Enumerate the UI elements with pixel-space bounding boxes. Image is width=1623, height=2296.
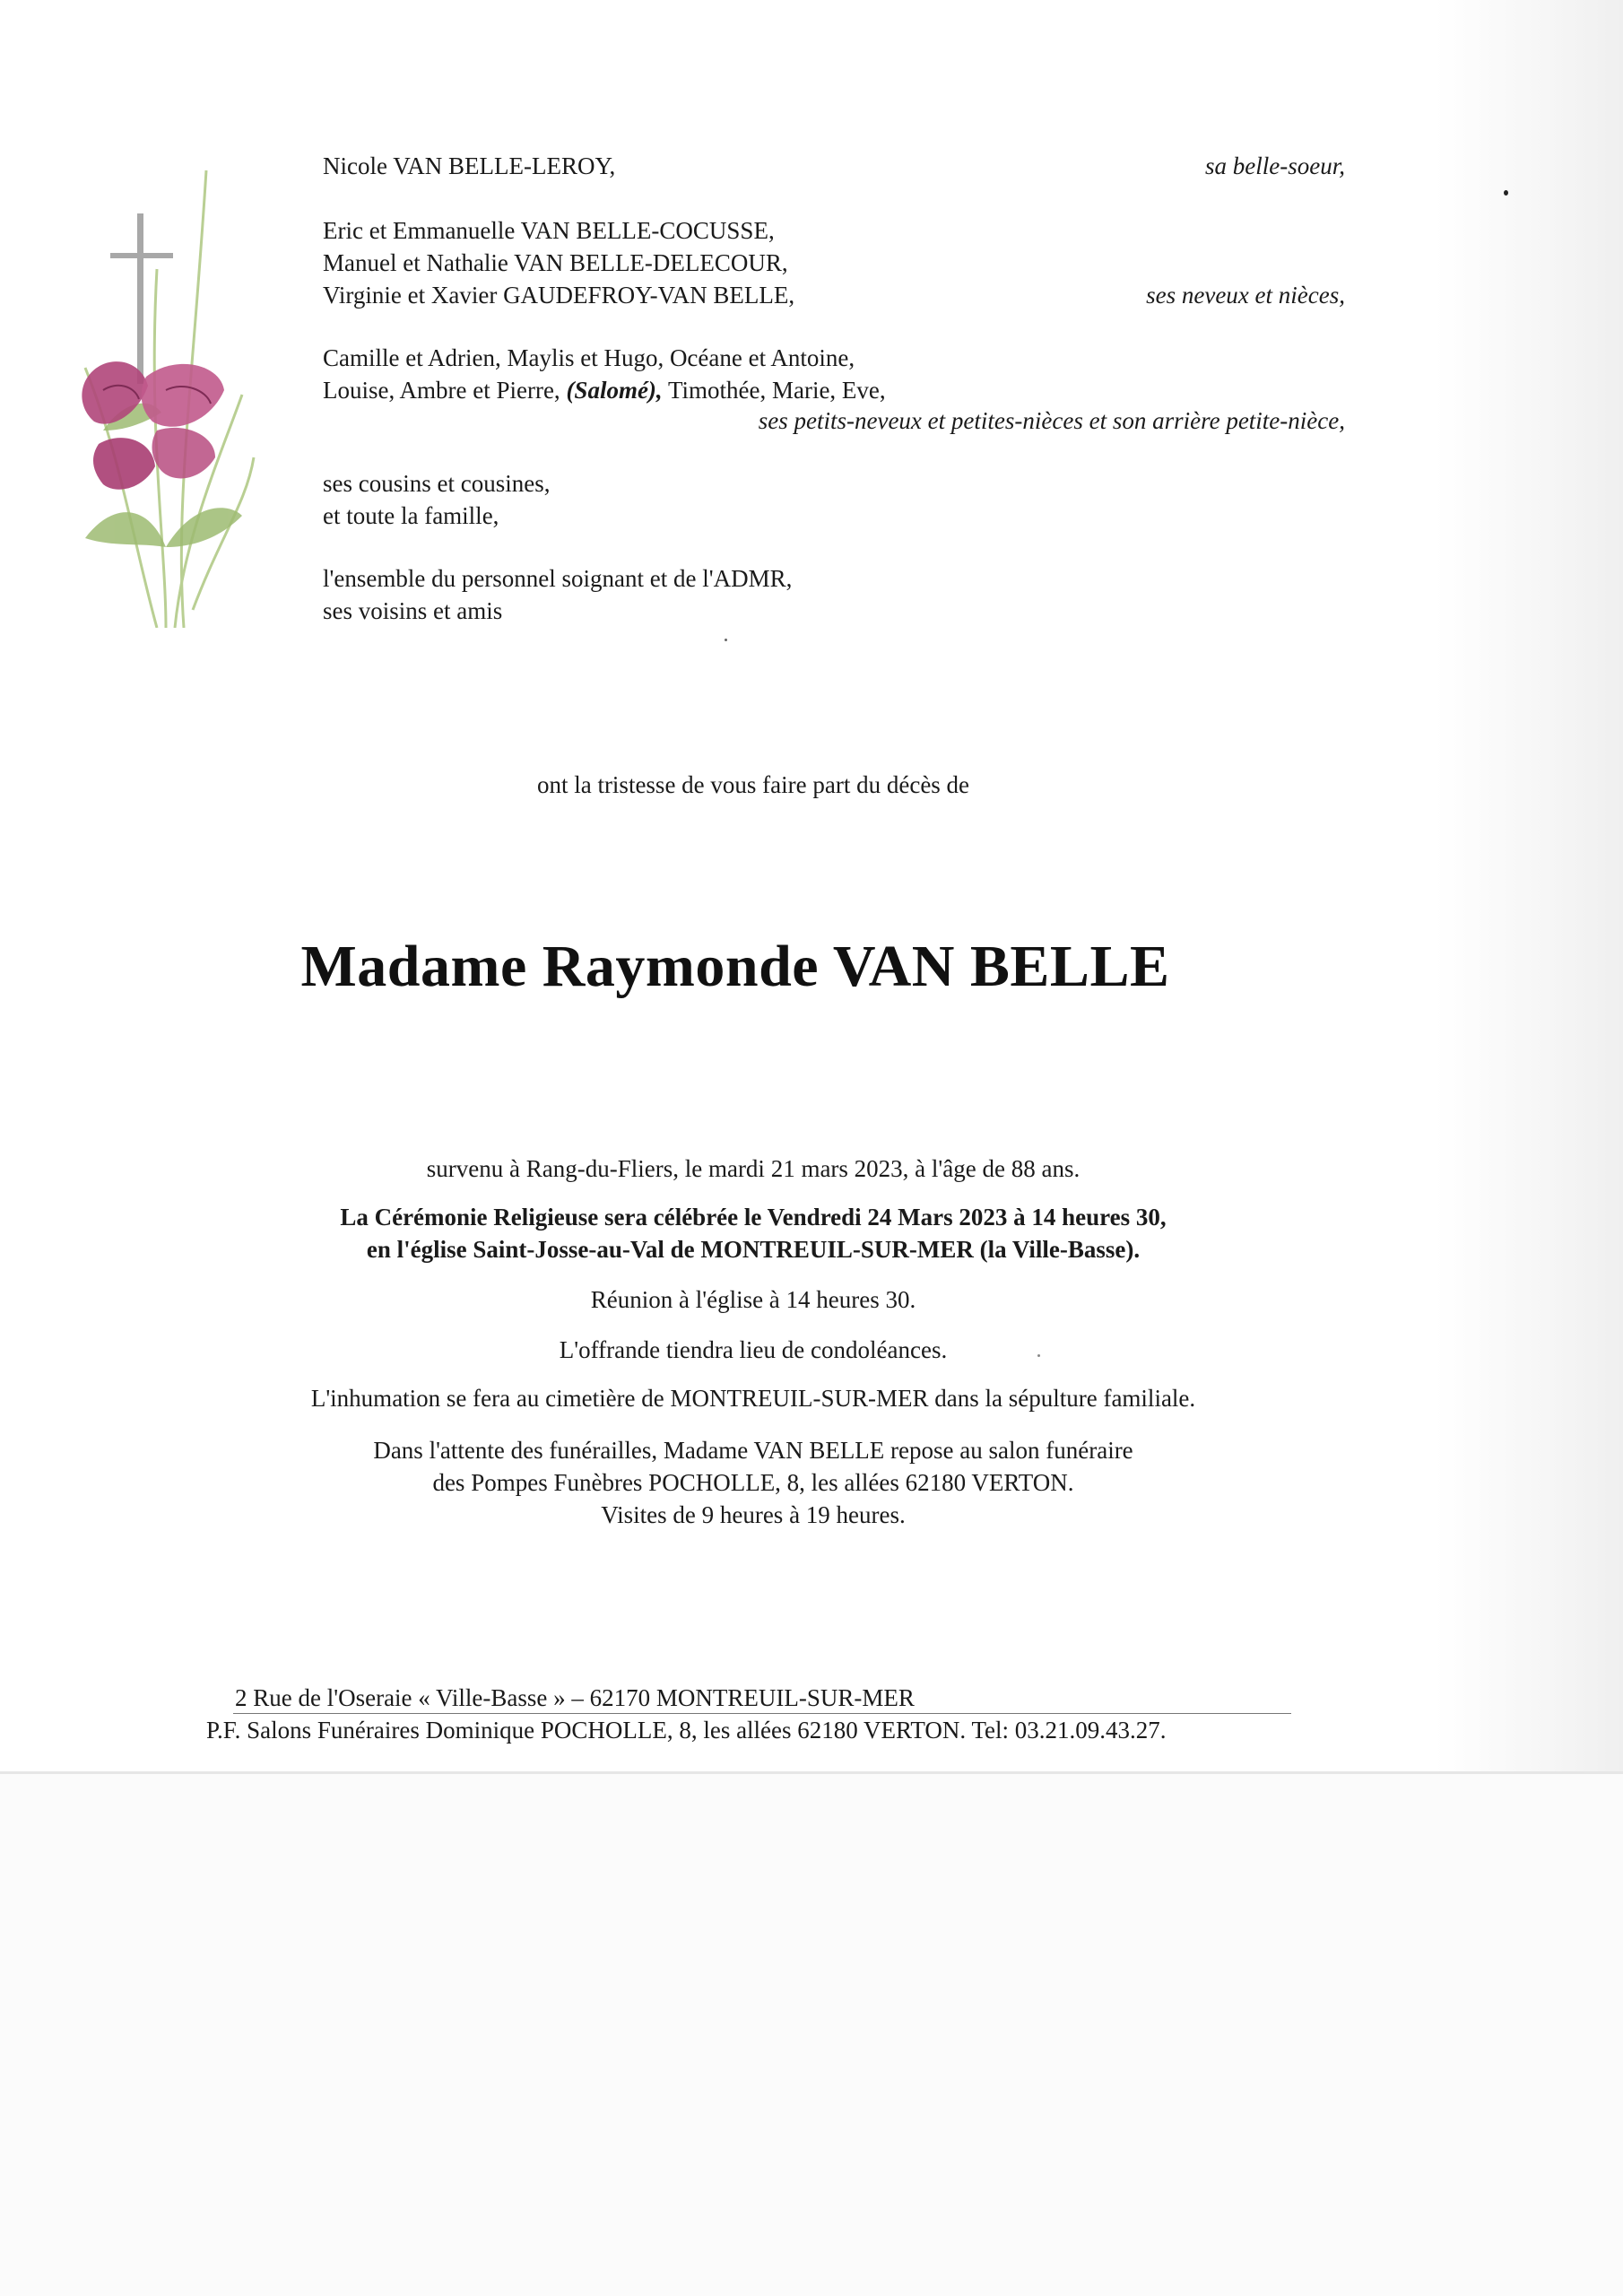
visits-line: Visites de 9 heures à 19 heures.	[601, 1501, 906, 1528]
grand-nephews-line-2	[323, 375, 886, 405]
footer-funeral-home: P.F. Salons Funéraires Dominique POCHOLLE, 8, les allées 62180 VERTON. Tel: 03.21.09.43.27.	[206, 1717, 1167, 1744]
nephew-line-1: Eric et Emmanuelle VAN BELLE-COCUSSE,	[323, 217, 775, 244]
scan-background	[0, 1774, 1623, 2296]
meeting-line: Réunion à l'église à 14 heures 30.	[590, 1286, 916, 1313]
grand-nephews-relation: ses petits-neveux et petites-nièces et son arrière petite-nièce,	[758, 407, 1345, 434]
sister-in-law-relation: sa belle-soeur,	[1205, 152, 1345, 179]
nephew-line-2: Manuel et Nathalie VAN BELLE-DELECOUR,	[323, 249, 788, 276]
rest-line-1: Dans l'attente des funérailles, Madame VAN BELLE repose au salon funéraire	[373, 1437, 1133, 1464]
sister-in-law-name: Nicole VAN BELLE-LEROY,	[323, 152, 616, 179]
footer-divider	[233, 1713, 1291, 1714]
deceased-name: Madame Raymonde VAN BELLE	[300, 934, 1170, 999]
ceremony-line-1: La Cérémonie Religieuse sera célébrée le Vendredi 24 Mars 2023 à 14 heures 30,	[340, 1204, 1167, 1231]
cousins-line: ses cousins et cousines,	[323, 470, 551, 497]
grand-nephews-line-2-emphasis: (Salomé),	[566, 377, 663, 404]
staff-line: l'ensemble du personnel soignant et de l'ADMR,	[323, 565, 793, 592]
lily-bouquet-illustration	[49, 161, 256, 628]
grand-nephews-line-2-start: Louise, Ambre et Pierre,	[323, 377, 567, 404]
offering-line: L'offrande tiendra lieu de condoléances.	[559, 1336, 948, 1363]
footer-address: 2 Rue de l'Oseraie « Ville-Basse » – 62170 MONTREUIL-SUR-MER	[235, 1684, 915, 1711]
scan-speck	[725, 639, 727, 641]
ceremony-line-2: en l'église Saint-Josse-au-Val de MONTREUIL-SUR-MER (la Ville-Basse).	[366, 1236, 1141, 1263]
scan-speck	[1037, 1354, 1040, 1357]
nephews-relation: ses neveux et nièces,	[1146, 282, 1345, 309]
neighbors-line: ses voisins et amis	[323, 597, 503, 624]
death-details: survenu à Rang-du-Fliers, le mardi 21 mars 2023, à l'âge de 88 ans.	[426, 1155, 1081, 1182]
announcement-line: ont la tristesse de vous faire part du décès de	[536, 771, 970, 798]
grand-nephews-line-2-end: Timothée, Marie, Eve,	[662, 377, 886, 404]
cross-icon	[110, 213, 173, 384]
lily-flowers	[82, 361, 224, 490]
rest-line-2: des Pompes Funèbres POCHOLLE, 8, les allées 62180 VERTON.	[432, 1469, 1074, 1496]
burial-line: L'inhumation se fera au cimetière de MONTREUIL-SUR-MER dans la sépulture familiale.	[310, 1385, 1196, 1412]
scan-speck	[1504, 190, 1508, 196]
grand-nephews-line-1: Camille et Adrien, Maylis et Hugo, Océane et Antoine,	[323, 344, 855, 371]
nephew-line-3: Virginie et Xavier GAUDEFROY-VAN BELLE,	[323, 282, 795, 309]
family-line: et toute la famille,	[323, 502, 499, 529]
